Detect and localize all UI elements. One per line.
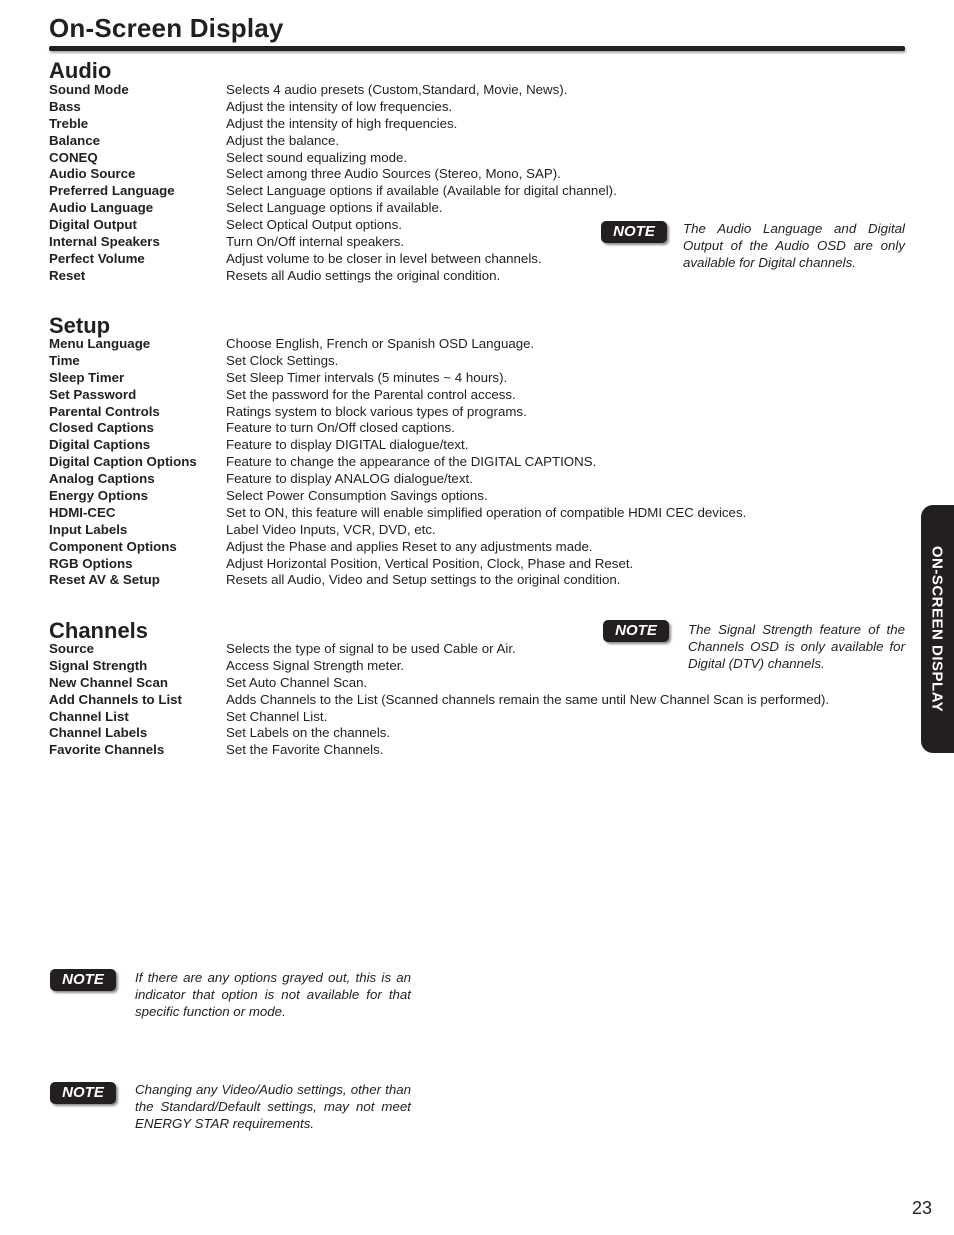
item-term: Source (49, 641, 95, 656)
item-desc: Set Channel List. (226, 708, 328, 724)
side-section-tab (921, 505, 954, 753)
item-desc: Select Power Consumption Savings options. (226, 488, 488, 504)
item-term: Internal Speakers (49, 234, 160, 250)
item-desc: Set Labels on the channels. (226, 725, 391, 741)
item-desc: Adjust Horizontal Position, Vertical Position, Clock, Phase and Reset. (226, 555, 634, 571)
item-desc: Feature to display ANALOG dialogue/text. (226, 471, 473, 487)
item-term: Analog Captions (49, 471, 155, 487)
item-term: Digital Output (49, 217, 137, 233)
item-term: New Channel Scan (49, 674, 168, 690)
item-desc: Turn On/Off internal speakers. (226, 234, 405, 250)
item-desc: Select Language options if available (Available for digital channel). (226, 183, 617, 199)
item-desc: Set the password for the Parental control access. (226, 386, 516, 402)
energy-star-note-text: Changing any Video/Audio settings, other than the Standard/Default settings, may not meet ENERGY STAR requirements. (135, 1082, 411, 1131)
item-term: Perfect Volume (49, 250, 145, 266)
note-badge: NOTE (50, 1082, 116, 1104)
item-term: RGB Options (49, 555, 133, 571)
item-desc: Selects 4 audio presets (Custom,Standard, Movie, News). (226, 82, 568, 97)
item-desc: Set Sleep Timer intervals (5 minutes ~ 4 hours). (226, 369, 508, 385)
item-desc: Set to ON, this feature will enable simplified operation of compatible HDMI CEC devices. (226, 504, 747, 520)
note-badge: NOTE (601, 221, 667, 243)
item-term: Signal Strength (49, 657, 148, 673)
item-term: Add Channels to List (49, 691, 182, 707)
page-number: 23 (912, 1198, 933, 1218)
item-desc: Adjust the Phase and applies Reset to any adjustments made. (226, 538, 593, 554)
item-term: Energy Options (49, 488, 148, 504)
title-rule (49, 46, 905, 51)
item-term: HDMI-CEC (49, 504, 116, 520)
grayed-options-note-text: If there are any options grayed out, this is an indicator that option is not available for that specific function or mode. (135, 970, 411, 1019)
item-term: Digital Caption Options (49, 454, 197, 470)
item-term: Channel List (49, 708, 129, 724)
channels-note-text: The Signal Strength feature of the Channels OSD is only available for Digital (DTV) channels. (688, 622, 905, 671)
item-term: Treble (49, 115, 89, 131)
item-desc: Adjust the intensity of low frequencies. (226, 98, 453, 114)
item-desc: Adjust the intensity of high frequencies. (226, 115, 458, 131)
setup-section-title: Setup (49, 313, 111, 338)
item-desc: Select among three Audio Sources (Stereo, Mono, SAP). (226, 166, 561, 182)
note-badge: NOTE (50, 969, 116, 991)
item-term: Reset (49, 267, 86, 283)
item-term: Time (49, 352, 80, 368)
channels-section-title: Channels (49, 618, 149, 643)
item-term: Closed Captions (49, 420, 154, 436)
item-desc: Feature to change the appearance of the DIGITAL CAPTIONS. (226, 454, 597, 470)
item-term: Input Labels (49, 521, 128, 537)
item-desc: Feature to display DIGITAL dialogue/text. (226, 437, 469, 453)
item-term: Bass (49, 98, 81, 114)
item-desc: Label Video Inputs, VCR, DVD, etc. (226, 521, 436, 537)
item-desc: Set Clock Settings. (226, 352, 339, 368)
item-desc: Resets all Audio, Video and Setup settings to the original condition. (226, 572, 621, 588)
item-term: Reset AV & Setup (49, 572, 160, 588)
item-term: Digital Captions (49, 437, 151, 453)
item-desc: Set the Favorite Channels. (226, 742, 384, 758)
item-desc: Select Language options if available. (226, 200, 443, 216)
item-desc: Choose English, French or Spanish OSD Language. (226, 336, 535, 351)
item-term: Preferred Language (49, 183, 175, 199)
item-term: Balance (49, 132, 100, 148)
item-desc: Adjust volume to be closer in level between channels. (226, 250, 542, 266)
item-term: CONEQ (49, 149, 98, 165)
item-desc: Access Signal Strength meter. (226, 657, 405, 673)
note-badge: NOTE (603, 620, 669, 642)
item-term: Audio Source (49, 166, 136, 182)
item-desc: Select Optical Output options. (226, 217, 402, 233)
item-desc: Ratings system to block various types of programs. (226, 403, 527, 419)
item-term: Favorite Channels (49, 742, 165, 758)
item-term: Audio Language (49, 200, 154, 216)
item-term: Channel Labels (49, 725, 148, 741)
item-term: Set Password (49, 386, 137, 402)
audio-note-text: The Audio Language and Digital Output of the Audio OSD are only available for Digital channels. (683, 221, 905, 270)
item-desc: Resets all Audio settings the original condition. (226, 267, 501, 283)
item-term: Parental Controls (49, 403, 160, 419)
item-desc: Adjust the balance. (226, 132, 340, 148)
item-term: Menu Language (49, 336, 151, 351)
audio-section-title: Audio (49, 58, 112, 83)
item-desc: Feature to turn On/Off closed captions. (226, 420, 455, 436)
item-desc: Selects the type of signal to be used Cable or Air. (226, 641, 516, 656)
item-desc: Select sound equalizing mode. (226, 149, 408, 165)
item-desc: Set Auto Channel Scan. (226, 674, 368, 690)
side-tab-label: ON-SCREEN DISPLAY (928, 545, 946, 713)
item-desc: Adds Channels to the List (Scanned channels remain the same until New Channel Scan is performed). (226, 691, 830, 707)
item-term: Sleep Timer (49, 369, 125, 385)
page-title: On-Screen Display (49, 13, 284, 43)
item-term: Sound Mode (49, 82, 129, 97)
item-term: Component Options (49, 538, 177, 554)
